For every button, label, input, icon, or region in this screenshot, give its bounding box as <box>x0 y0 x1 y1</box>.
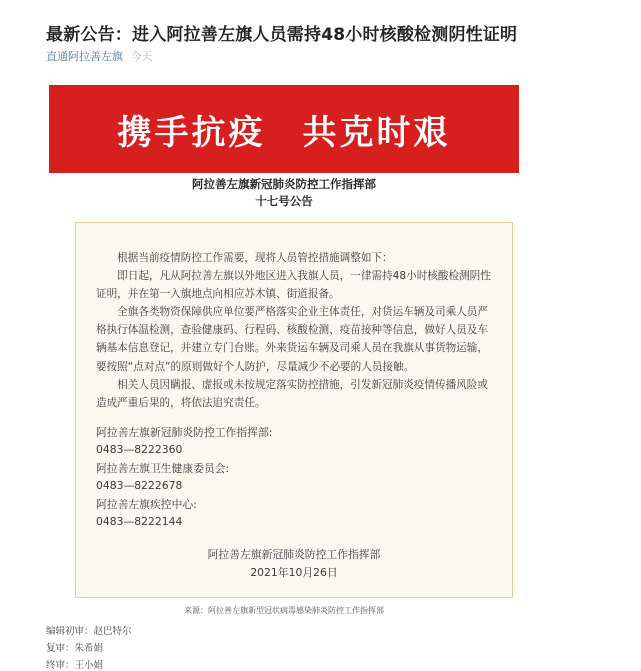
notice-body: 根据当前疫情防控工作需要，现将人员管控措施调整如下： 即日起，凡从阿拉善左旗以外地区进入我旗人员，一律需持48小时核酸检测阴性证明，并在第一入旗地点向相应苏木镇、街道报备。 全旗各类物资保障供应单位要严格落实企业主体责任，对货运车辆及司乘人员严格执行体温检测，查验健康码、行程码、核酸检测、疫苗接种等信息，做好人员及车辆基本信息登记，并建立专门台账。外来货运车辆及司乘人员在我旗从事货物运输，要按照“点对点”的原则做好个人防护，尽量减少不必要的人员接触。 相关人员因瞒报、虚报或未按规定落实防控措施，引发新冠肺炎疫情传播风险或造成严重后果的，将依法追究责任。 <box>96 252 491 409</box>
banner-slogan: 携手抗疫 共克时艰 <box>117 112 451 153</box>
notice-number-heading: 十七号公告 <box>255 194 313 208</box>
article-title: 最新公告：进入阿拉善左旗人员需持48小时核酸检测阴性证明 <box>46 25 518 45</box>
notice-date: 2021年10月26日 <box>250 566 338 579</box>
contact-org-2: 阿拉善左旗卫生健康委员会: <box>96 462 230 475</box>
editor-credit: 编辑初审：赵巴特尔 <box>46 626 132 637</box>
publish-time: 今天 <box>130 50 153 63</box>
source-credit: 来源：阿拉善左旗新型冠状病毒感染肺炎防控工作指挥部 <box>184 606 384 615</box>
source-account-link[interactable]: 直通阿拉善左旗 <box>46 50 123 63</box>
contact-phone-1: 0483—8222360 <box>96 443 183 456</box>
contact-phone-3: 0483—8222144 <box>96 515 183 528</box>
article-meta <box>46 48 153 64</box>
final-reviewer-credit: 终审：王小娟 <box>46 660 104 671</box>
notice-signature: 阿拉善左旗新冠肺炎防控工作指挥部 <box>207 548 381 561</box>
contact-org-3: 阿拉善左旗疾控中心: <box>96 498 197 511</box>
notice-box <box>75 222 513 598</box>
reviewer-credit: 复审：朱希娟 <box>46 643 104 654</box>
notice-issuer-heading: 阿拉善左旗新冠肺炎防控工作指挥部 <box>192 177 376 191</box>
contact-phone-2: 0483—8222678 <box>96 479 183 492</box>
slogan-banner <box>49 85 519 173</box>
contact-org-1: 阿拉善左旗新冠肺炎防控工作指挥部: <box>96 426 273 439</box>
